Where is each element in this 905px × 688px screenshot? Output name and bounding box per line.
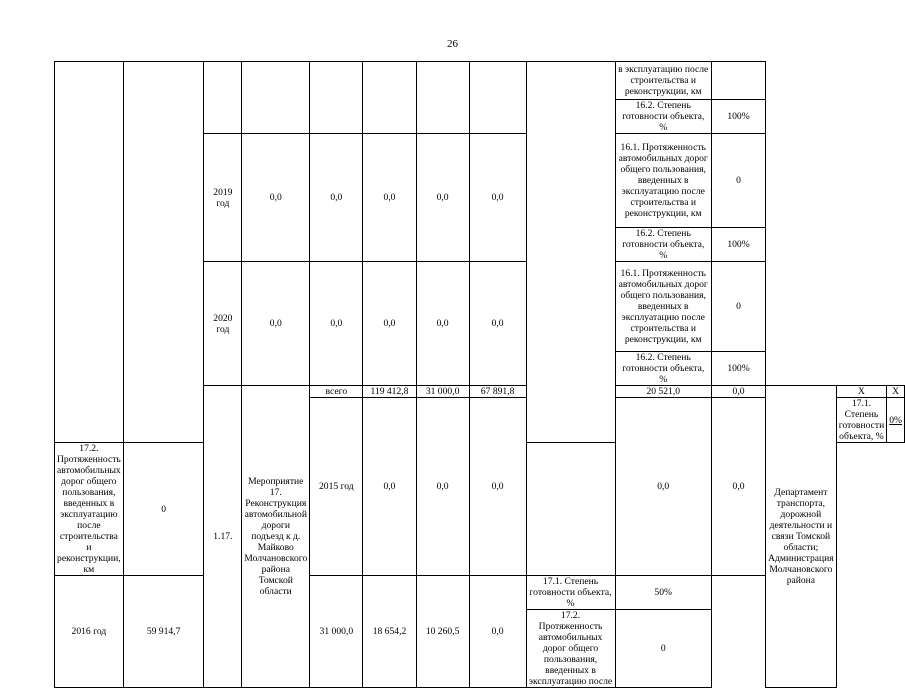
regional-cell: 18 654,2 (363, 576, 416, 688)
local-cell (416, 62, 469, 134)
sum-cell: 0,0 (242, 262, 310, 386)
federal-cell (310, 62, 363, 134)
row-number-cell (55, 62, 124, 443)
local-cell: 0,0 (416, 134, 469, 262)
year-cell: 2019 год (204, 134, 242, 262)
indicator-value: 0% (887, 398, 905, 443)
indicator-readiness: 17.1. Степень готовности объекта, % (526, 576, 615, 610)
indicator-length: 17.2. Протяженность автомобильных дорог общего пользования, введенных в эксплуатацию после строительства и реконструкции, км (55, 443, 124, 576)
row-number-cell: 1.17. (204, 386, 242, 688)
indicator-length: в эксплуатацию после строительства и реконструкции, км (615, 62, 711, 100)
year-cell (204, 62, 242, 134)
event-name-cell (123, 62, 204, 443)
sum-cell: 0,0 (363, 398, 416, 576)
federal-cell: 0,0 (310, 134, 363, 262)
program-table (54, 61, 905, 688)
year-cell: 2015 год (310, 398, 363, 576)
indicator-value: 0 (711, 134, 765, 228)
federal-cell: 31 000,0 (416, 386, 469, 398)
indicator-length: 17.2. Протяженность автомобильных дорог общего пользования, введенных в эксплуатацию после (526, 610, 615, 688)
indicator-readiness: 16.2. Степень готовности объекта, % (615, 100, 711, 134)
year-cell: 2020 год (204, 262, 242, 386)
indicator-value (711, 62, 765, 100)
indicator-value: 100% (711, 352, 765, 386)
indicator-value: 100% (711, 100, 765, 134)
other-cell (469, 62, 526, 134)
regional-cell (363, 62, 416, 134)
indicator-readiness: 16.2. Степень готовности объекта, % (615, 352, 711, 386)
table-row (55, 62, 905, 100)
sum-cell: 59 914,7 (123, 576, 204, 688)
year-cell: 2016 год (55, 576, 124, 688)
other-cell: 0,0 (711, 386, 765, 398)
indicator-value: X (836, 386, 887, 398)
local-cell: 0,0 (615, 398, 711, 576)
indicator-value: 100% (711, 228, 765, 262)
executor-cell: Департамент транспорта, дорожной деятельности и связи Томской области; Администрация Молчановского района (766, 386, 837, 688)
federal-cell: 31 000,0 (310, 576, 363, 688)
indicator-value: 0 (615, 610, 711, 688)
regional-cell: 67 891,8 (469, 386, 526, 398)
federal-cell: 0,0 (310, 262, 363, 386)
regional-cell: 0,0 (469, 398, 526, 576)
other-cell: 0,0 (469, 134, 526, 262)
indicator-value: X (887, 386, 905, 398)
year-cell: всего (310, 386, 363, 398)
indicator-value: 0 (711, 262, 765, 352)
sum-cell: 119 412,8 (363, 386, 416, 398)
other-cell: 0,0 (711, 398, 765, 576)
regional-cell: 0,0 (363, 262, 416, 386)
event-name-cell: Мероприятие 17. Реконструкция автомобильной дороги подъезд к д. Майково Молчановского района Томской области (242, 386, 310, 688)
indicator-length: 16.1. Протяженность автомобильных дорог общего пользования, введенных в эксплуатацию после строительства и реконструкции, км (615, 134, 711, 228)
page-number: 26 (447, 38, 458, 50)
executor-cell (526, 62, 615, 443)
local-cell: 20 521,0 (615, 386, 711, 398)
sum-cell (242, 62, 310, 134)
other-cell: 0,0 (469, 262, 526, 386)
sum-cell: 0,0 (242, 134, 310, 262)
federal-cell: 0,0 (416, 398, 469, 576)
local-cell: 0,0 (416, 262, 469, 386)
indicator-readiness: 16.2. Степень готовности объекта, % (615, 228, 711, 262)
other-cell: 0,0 (469, 576, 526, 688)
indicator-readiness: 17.1. Степень готовности объекта, % (836, 398, 887, 443)
indicator-length: 16.1. Протяженность автомобильных дорог общего пользования, введенных в эксплуатацию после строительства и реконструкции, км (615, 262, 711, 352)
local-cell: 10 260,5 (416, 576, 469, 688)
indicator-value: 0 (123, 443, 204, 576)
regional-cell: 0,0 (363, 134, 416, 262)
indicator-value: 50% (615, 576, 711, 610)
